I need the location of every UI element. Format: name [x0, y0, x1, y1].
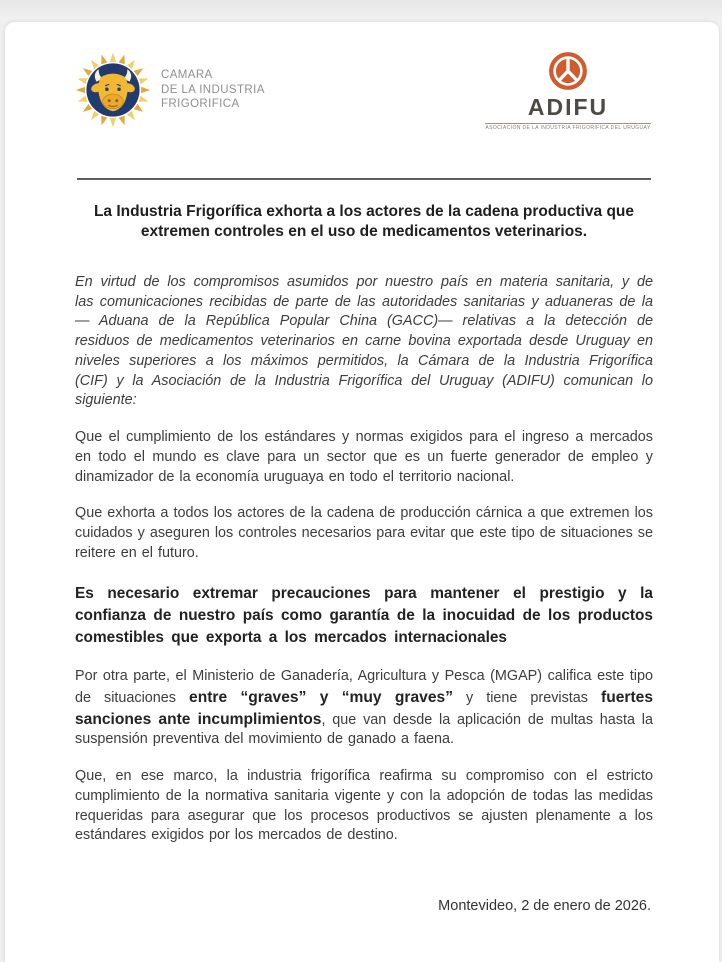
document-page — [5, 22, 719, 962]
paragraph-intro: En virtud de los compromisos asumidos por nuestro país en materia sanitaria, y de las comunicaciones recibidas de parte de las autoridades sanitarias y aduaneras de la — Aduana de la República Popular China (GACC)— relativas a la detección de residuos de medicamentos veterinarios en carne bovina exportada desde Uruguay en niveles superiores a los máximos permitidos, la Cámara de la Industria Frigorífica (CIF) y la Asociación de la Industria Frigorífica del Uruguay (ADIFU) comunican lo siguiente: — [75, 273, 653, 409]
date-line: Montevideo, 2 de enero de 2026. — [438, 898, 651, 915]
paragraph-standards: Que el cumplimiento de los estándares y normas exigidos para el ingreso a mercados en todo el mundo es clave para un sector que es un fuerte generador de empleo y dinamizador de la economía uruguaya en todo el territorio nacional. — [75, 429, 653, 485]
header-divider — [77, 178, 651, 180]
adifu-logo — [485, 50, 651, 131]
document-title: La Industria Frigorífica exhorta a los actores de la cadena productiva que extremen controles en el uso de medicamentos veterinarios. — [93, 203, 635, 241]
cif-label — [161, 68, 265, 112]
cif-label-line1: CAMARA — [161, 68, 213, 81]
paragraph-mgap-sanctions: Por otra parte, el Ministerio de Ganadería, Agricultura y Pesca (MGAP) califica este tipo de situaciones entre “graves” y “muy graves” y tiene previstas fuertes sanciones ante incumplimientos, que van desde la aplicación de multas hasta la suspensión preventiva del movimiento de ganado a faena. — [75, 668, 654, 748]
paragraph-exhortation: Que exhorta a todos los actores de la cadena de producción cárnica a que extremen los cuidados y aseguren los controles necesarios para evitar que este tipo de situaciones se reitere en el futuro. — [75, 505, 653, 561]
adifu-wordmark: ADIFU — [527, 94, 609, 120]
adifu-ring-icon — [547, 50, 589, 92]
cif-logo — [75, 52, 265, 128]
adifu-tagline: ASOCIACION DE LA INDUSTRIA FRIGORIFICA DEL URUGUAY — [485, 125, 651, 131]
paragraph-emphasis: Es necesario extremar precauciones para mantener el prestigio y la confianza de nuestro país como garantía de la inocuidad de los productos comestibles que exporta a los mercados internacionales — [75, 585, 653, 646]
cif-bull-sun-icon — [75, 52, 151, 128]
cif-label-line2: DE LA INDUSTRIA — [161, 83, 265, 96]
paragraph-commitment: Que, en ese marco, la industria frigorífica reafirma su compromiso con el estricto cumplimiento de la normativa sanitaria vigente y con la adopción de todas las medidas requeridas para asegurar que los procesos productivos se ajusten plenamente a los estándares exigidos por los mercados de destino. — [75, 768, 653, 844]
cif-label-line3: FRIGORIFICA — [161, 98, 240, 111]
letterhead — [75, 52, 653, 144]
